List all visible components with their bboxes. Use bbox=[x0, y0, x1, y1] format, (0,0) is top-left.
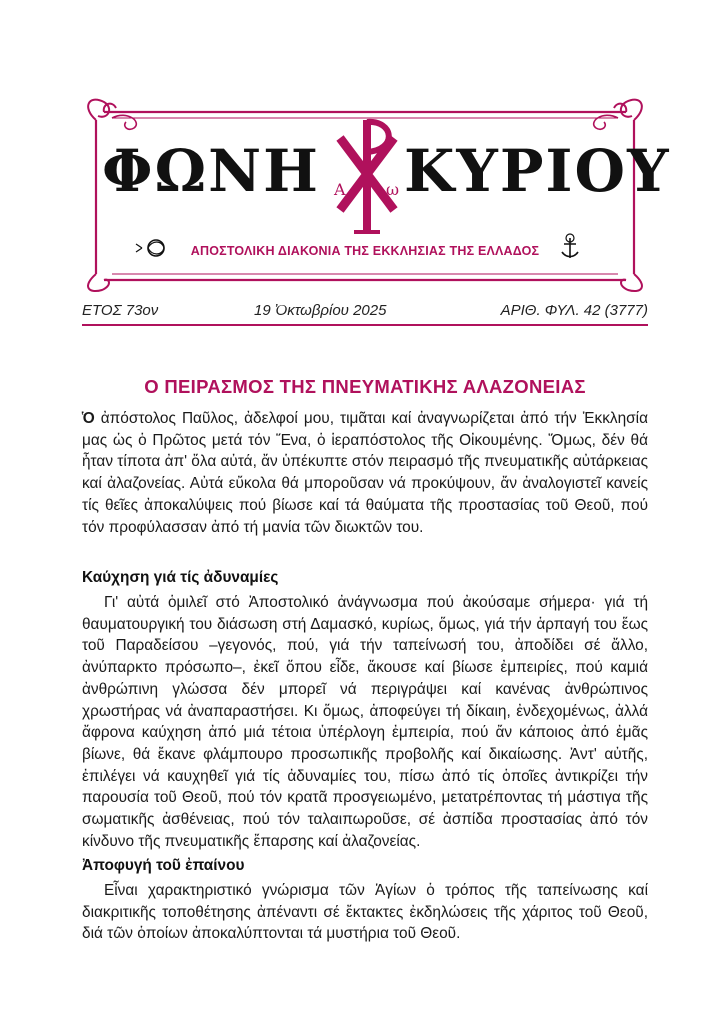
masthead bbox=[82, 98, 671, 294]
masthead-subtitle: ΑΠΟΣΤΟΛΙΚΗ ΔΙΑΚΟΝΙΑ ΤΗΣ ΕΚΚΛΗΣΙΑΣ ΤΗΣ ΕΛΛΑΔΟΣ bbox=[190, 244, 540, 258]
issue-number: ΑΡΙΘ. ΦΥΛ. 42 (3777) bbox=[500, 302, 648, 319]
chi-rho-emblem-icon bbox=[340, 120, 394, 232]
alpha-letter: Α bbox=[334, 180, 346, 199]
issue-line bbox=[82, 300, 648, 324]
article-paragraph-1 bbox=[82, 408, 648, 538]
paragraph-dropcap: Ὁ bbox=[82, 410, 95, 427]
masthead-title-right: ΚΥΡΙΟΥ bbox=[404, 137, 671, 205]
paragraph-1-text: ἀπόστολος Παῦλος, ἀδελφοί μου, τιμᾶται καί ἀναγνωρίζεται ἀπό τήν Ἐκκλησία μας ὡς ὁ Πρῶτος μετά τόν Ἕνα, ὁ ἱεραπόστολος τῆς Οἰκουμένης. Ὅμως, δέν θά ἦταν τίποτα ἀπ' ὅλα αὐτά, ἄν ὑπέκυπτε στόν πειρασμό τῆς πνευματικῆς αὐτάρκειας καί ἀλαζονείας. Αὐτά εὔκολα θά μποροῦσαν νά προκύψουν, ἄν ἀναλογιστεῖ κανείς τίς θεῖες ἀποκαλύψεις πού βίωσε καί τά θαύματα τῆς προστασίας τοῦ Θεοῦ, πού τόν προφύλασσαν ἀπό τή μανία τῶν διωκτῶν του. bbox=[82, 410, 648, 536]
article-paragraph-2: Γι' αὐτά ὁμιλεῖ στό Ἀποστολικό ἀνάγνωσμα πού ἀκούσαμε σήμερα· γιά τή θαυματουργική του διάσωση στή Δαμασκό, κυρίως, ὅμως, γιά τήν ἁρπαγή του ἕως τοῦ Παραδείσου –γεγονός, πού, γιά τήν ταπείνωσή του, ἀποδίδει σέ ἄλλο, ἀνύπαρκτο πρόσωπο–, ἐκεῖ ὅπου εἶδε, ἄκουσε καί βίωσε ἐμπειρίες, πού καμιά ἀνθρώπινη γλώσσα δέν μπορεῖ νά περιγράψει καί κανένας ἀνθρώπινος χρωστήρας νά ἀναπαραστήσει. Κι ὅμως, ἀποφεύγει τή δίκαιη, ἐνδεχομένως, ἀλλά ἄφρονα καύχηση ἀπό μιά τέτοια ὑπέρλογη ἐμπειρία, πού ἄν κάποιος ἀπό ἐμᾶς βίωνε, θά ἔκανε φλάμπουρο προσωπικῆς προβολῆς καί δικαίωσης. Ἀντ' αὐτῆς, ἐπιλέγει νά καυχηθεῖ γιά τίς ἀδυναμίες του, πίσω ἀπό τίς ὁποῖες ἀντικρίζει τήν παρουσία τοῦ Θεοῦ, πού τόν κρατᾶ προσγειωμένο, μετατρέποντας τή μάστιγα τῆς σωματικῆς ἀσθένειας, πού τόν ταλαιπωροῦσε, σέ ἀσπίδα προστασίας ἀπό τόν κίνδυνο τῆς πνευματικῆς ἔπαρσης καί ἀλαζονείας. bbox=[82, 594, 648, 850]
masthead-title-left: ΦΩΝΗ bbox=[102, 137, 320, 205]
article-paragraph-3: Εἶναι χαρακτηριστικό γνώρισμα τῶν Ἁγίων ὁ τρόπος τῆς ταπείνωσης καί διακριτικῆς τοποθέτησης ἀπέναντι σέ ἔκτακτες ἐκδηλώσεις τῆς χάριτος τοῦ Θεοῦ, διά τῶν ὁποίων ἀποκαλύπτονται τά μυστήρια τοῦ Θεοῦ. bbox=[82, 882, 648, 943]
omega-letter: ω bbox=[386, 180, 400, 199]
article-subheading-1: Καύχηση γιά τίς ἀδυναμίες bbox=[82, 569, 279, 586]
issue-year: ΕΤΟΣ 73ον bbox=[82, 302, 159, 319]
issue-divider bbox=[82, 324, 648, 326]
article-subheading-2: Ἀποφυγή τοῦ ἐπαίνου bbox=[82, 857, 245, 874]
article-title: Ο ΠΕΙΡΑΣΜΟΣ ΤΗΣ ΠΝΕΥΜΑΤΙΚΗΣ ΑΛΑΖΟΝΕΙΑΣ bbox=[144, 376, 586, 397]
issue-date: 19 Ὀκτωβρίου 2025 bbox=[254, 302, 387, 319]
